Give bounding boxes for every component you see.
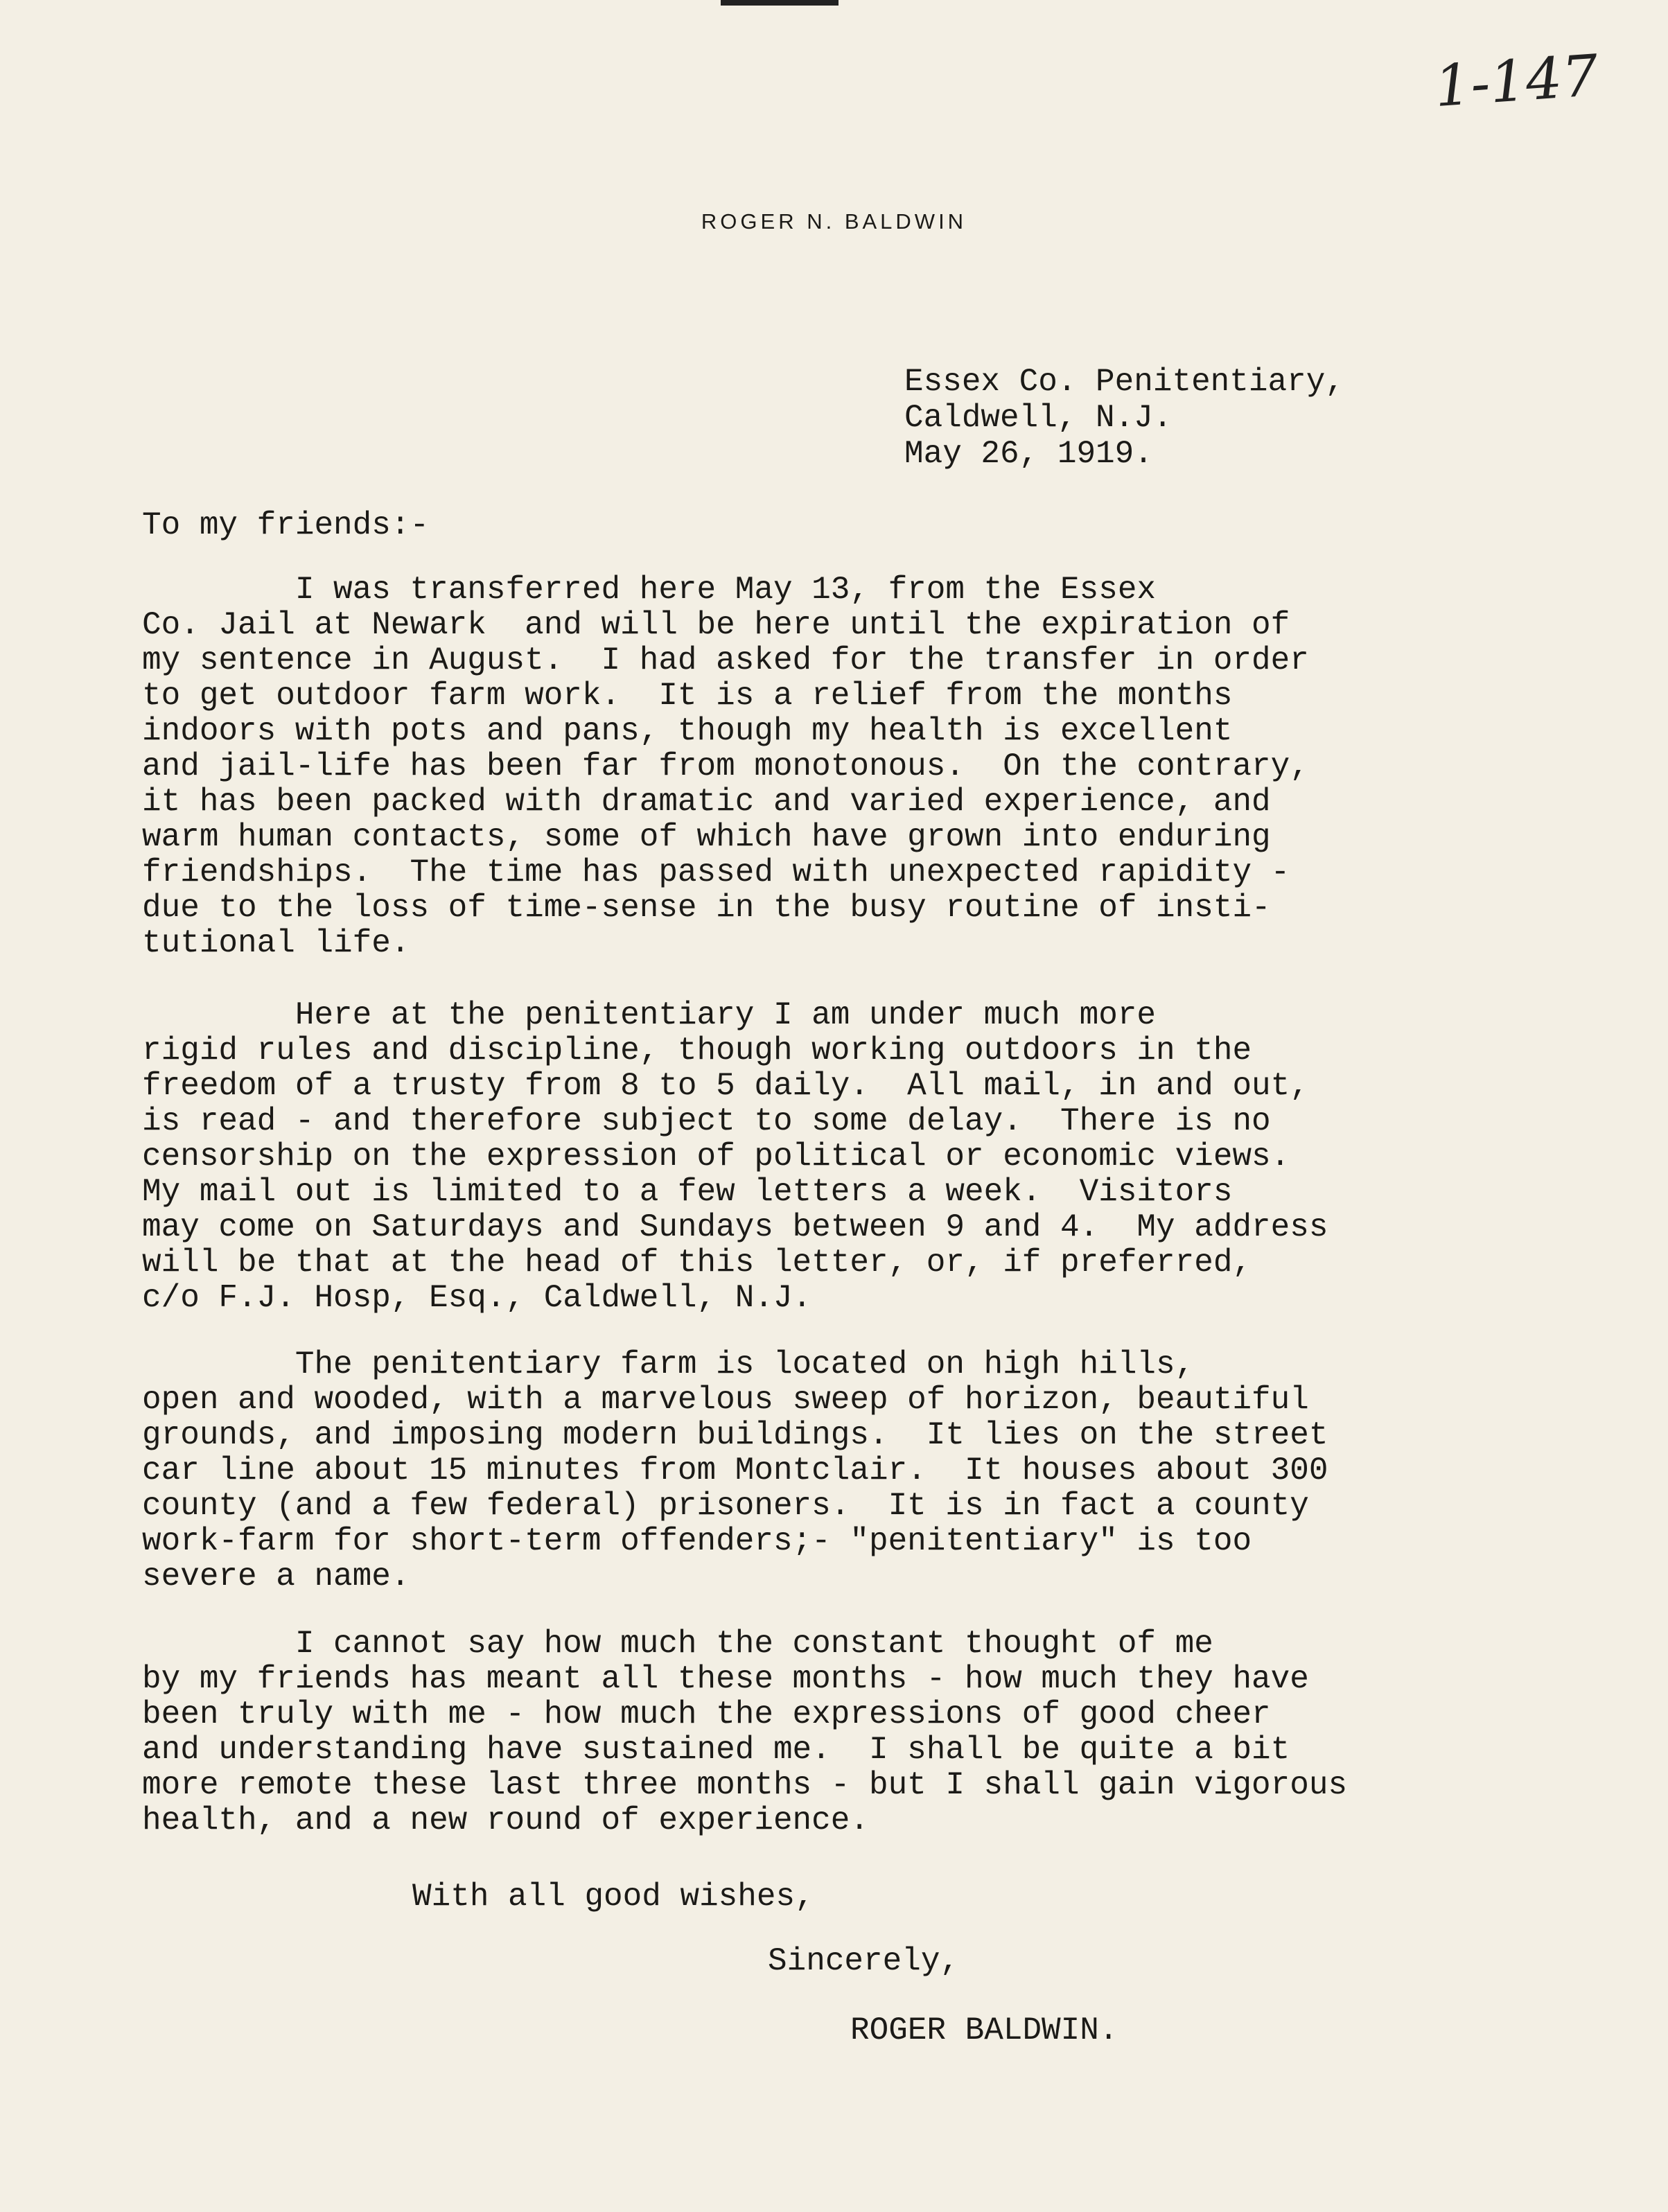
text-line: freedom of a trusty from 8 to 5 daily. All mail, in and out, (142, 1068, 1309, 1104)
salutation: To my friends:- (142, 507, 430, 543)
text-line: may come on Saturdays and Sundays between 9 and 4. My address (142, 1209, 1328, 1245)
top-edge-mark (721, 0, 839, 6)
archive-number: 1-147 (1432, 42, 1601, 121)
text-line: is read - and therefore subject to some delay. There is no (142, 1103, 1271, 1139)
text-line: warm human contacts, some of which have grown into enduring (142, 819, 1271, 855)
text-line: grounds, and imposing modern buildings. It lies on the street (142, 1417, 1328, 1453)
text-line: rigid rules and discipline, though working outdoors in the (142, 1033, 1252, 1069)
address-block (904, 364, 1344, 472)
address-line: Caldwell, N.J. (904, 400, 1173, 436)
text-line: indoors with pots and pans, though my health is excellent (142, 713, 1233, 749)
typed-signature: ROGER BALDWIN. (850, 2012, 1118, 2048)
text-line: tutional life. (142, 925, 410, 961)
text-line: My mail out is limited to a few letters a week. Visitors (142, 1174, 1233, 1210)
text-line: been truly with me - how much the expressions of good cheer (142, 1696, 1271, 1732)
paragraph-3 (142, 1347, 1328, 1595)
paragraph-4 (142, 1626, 1347, 1838)
text-line: Here at the penitentiary I am under much more (142, 997, 1157, 1033)
date-line: May 26, 1919. (904, 436, 1153, 472)
text-line: health, and a new round of experience. (142, 1802, 869, 1838)
text-line: friendships. The time has passed with unexpected rapidity - (142, 854, 1290, 890)
text-line: it has been packed with dramatic and varied experience, and (142, 784, 1271, 820)
closing-sincerely: Sincerely, (768, 1943, 960, 1979)
text-line: by my friends has meant all these months - how much they have (142, 1661, 1309, 1697)
text-line: to get outdoor farm work. It is a relief from the months (142, 678, 1233, 714)
text-line: severe a name. (142, 1559, 410, 1595)
text-line: county (and a few federal) prisoners. It is in fact a county (142, 1488, 1309, 1524)
text-line: The penitentiary farm is located on high hills, (142, 1346, 1195, 1382)
text-line: will be that at the head of this letter, or, if preferred, (142, 1245, 1252, 1281)
closing-wishes: With all good wishes, (412, 1879, 814, 1915)
text-line: I cannot say how much the constant thought of me (142, 1626, 1213, 1662)
paragraph-1 (142, 572, 1309, 961)
text-line: I was transferred here May 13, from the Essex (142, 572, 1157, 608)
text-line: and jail-life has been far from monotonous. On the contrary, (142, 748, 1309, 784)
text-line: Co. Jail at Newark and will be here until the expiration of (142, 607, 1290, 643)
text-line: car line about 15 minutes from Montclair. It houses about 300 (142, 1452, 1328, 1489)
address-line: Essex Co. Penitentiary, (904, 364, 1344, 400)
text-line: open and wooded, with a marvelous sweep of horizon, beautiful (142, 1382, 1309, 1418)
text-line: more remote these last three months - but I shall gain vigorous (142, 1767, 1348, 1803)
text-line: censorship on the expression of political or economic views. (142, 1139, 1290, 1175)
paragraph-2 (142, 998, 1328, 1316)
text-line: my sentence in August. I had asked for the transfer in order (142, 642, 1309, 678)
text-line: and understanding have sustained me. I shall be quite a bit (142, 1732, 1290, 1768)
text-line: c/o F.J. Hosp, Esq., Caldwell, N.J. (142, 1280, 812, 1316)
text-line: work-farm for short-term offenders;- "penitentiary" is too (142, 1523, 1252, 1559)
letterhead: ROGER N. BALDWIN (701, 209, 967, 234)
text-line: due to the loss of time-sense in the busy routine of insti- (142, 890, 1271, 926)
